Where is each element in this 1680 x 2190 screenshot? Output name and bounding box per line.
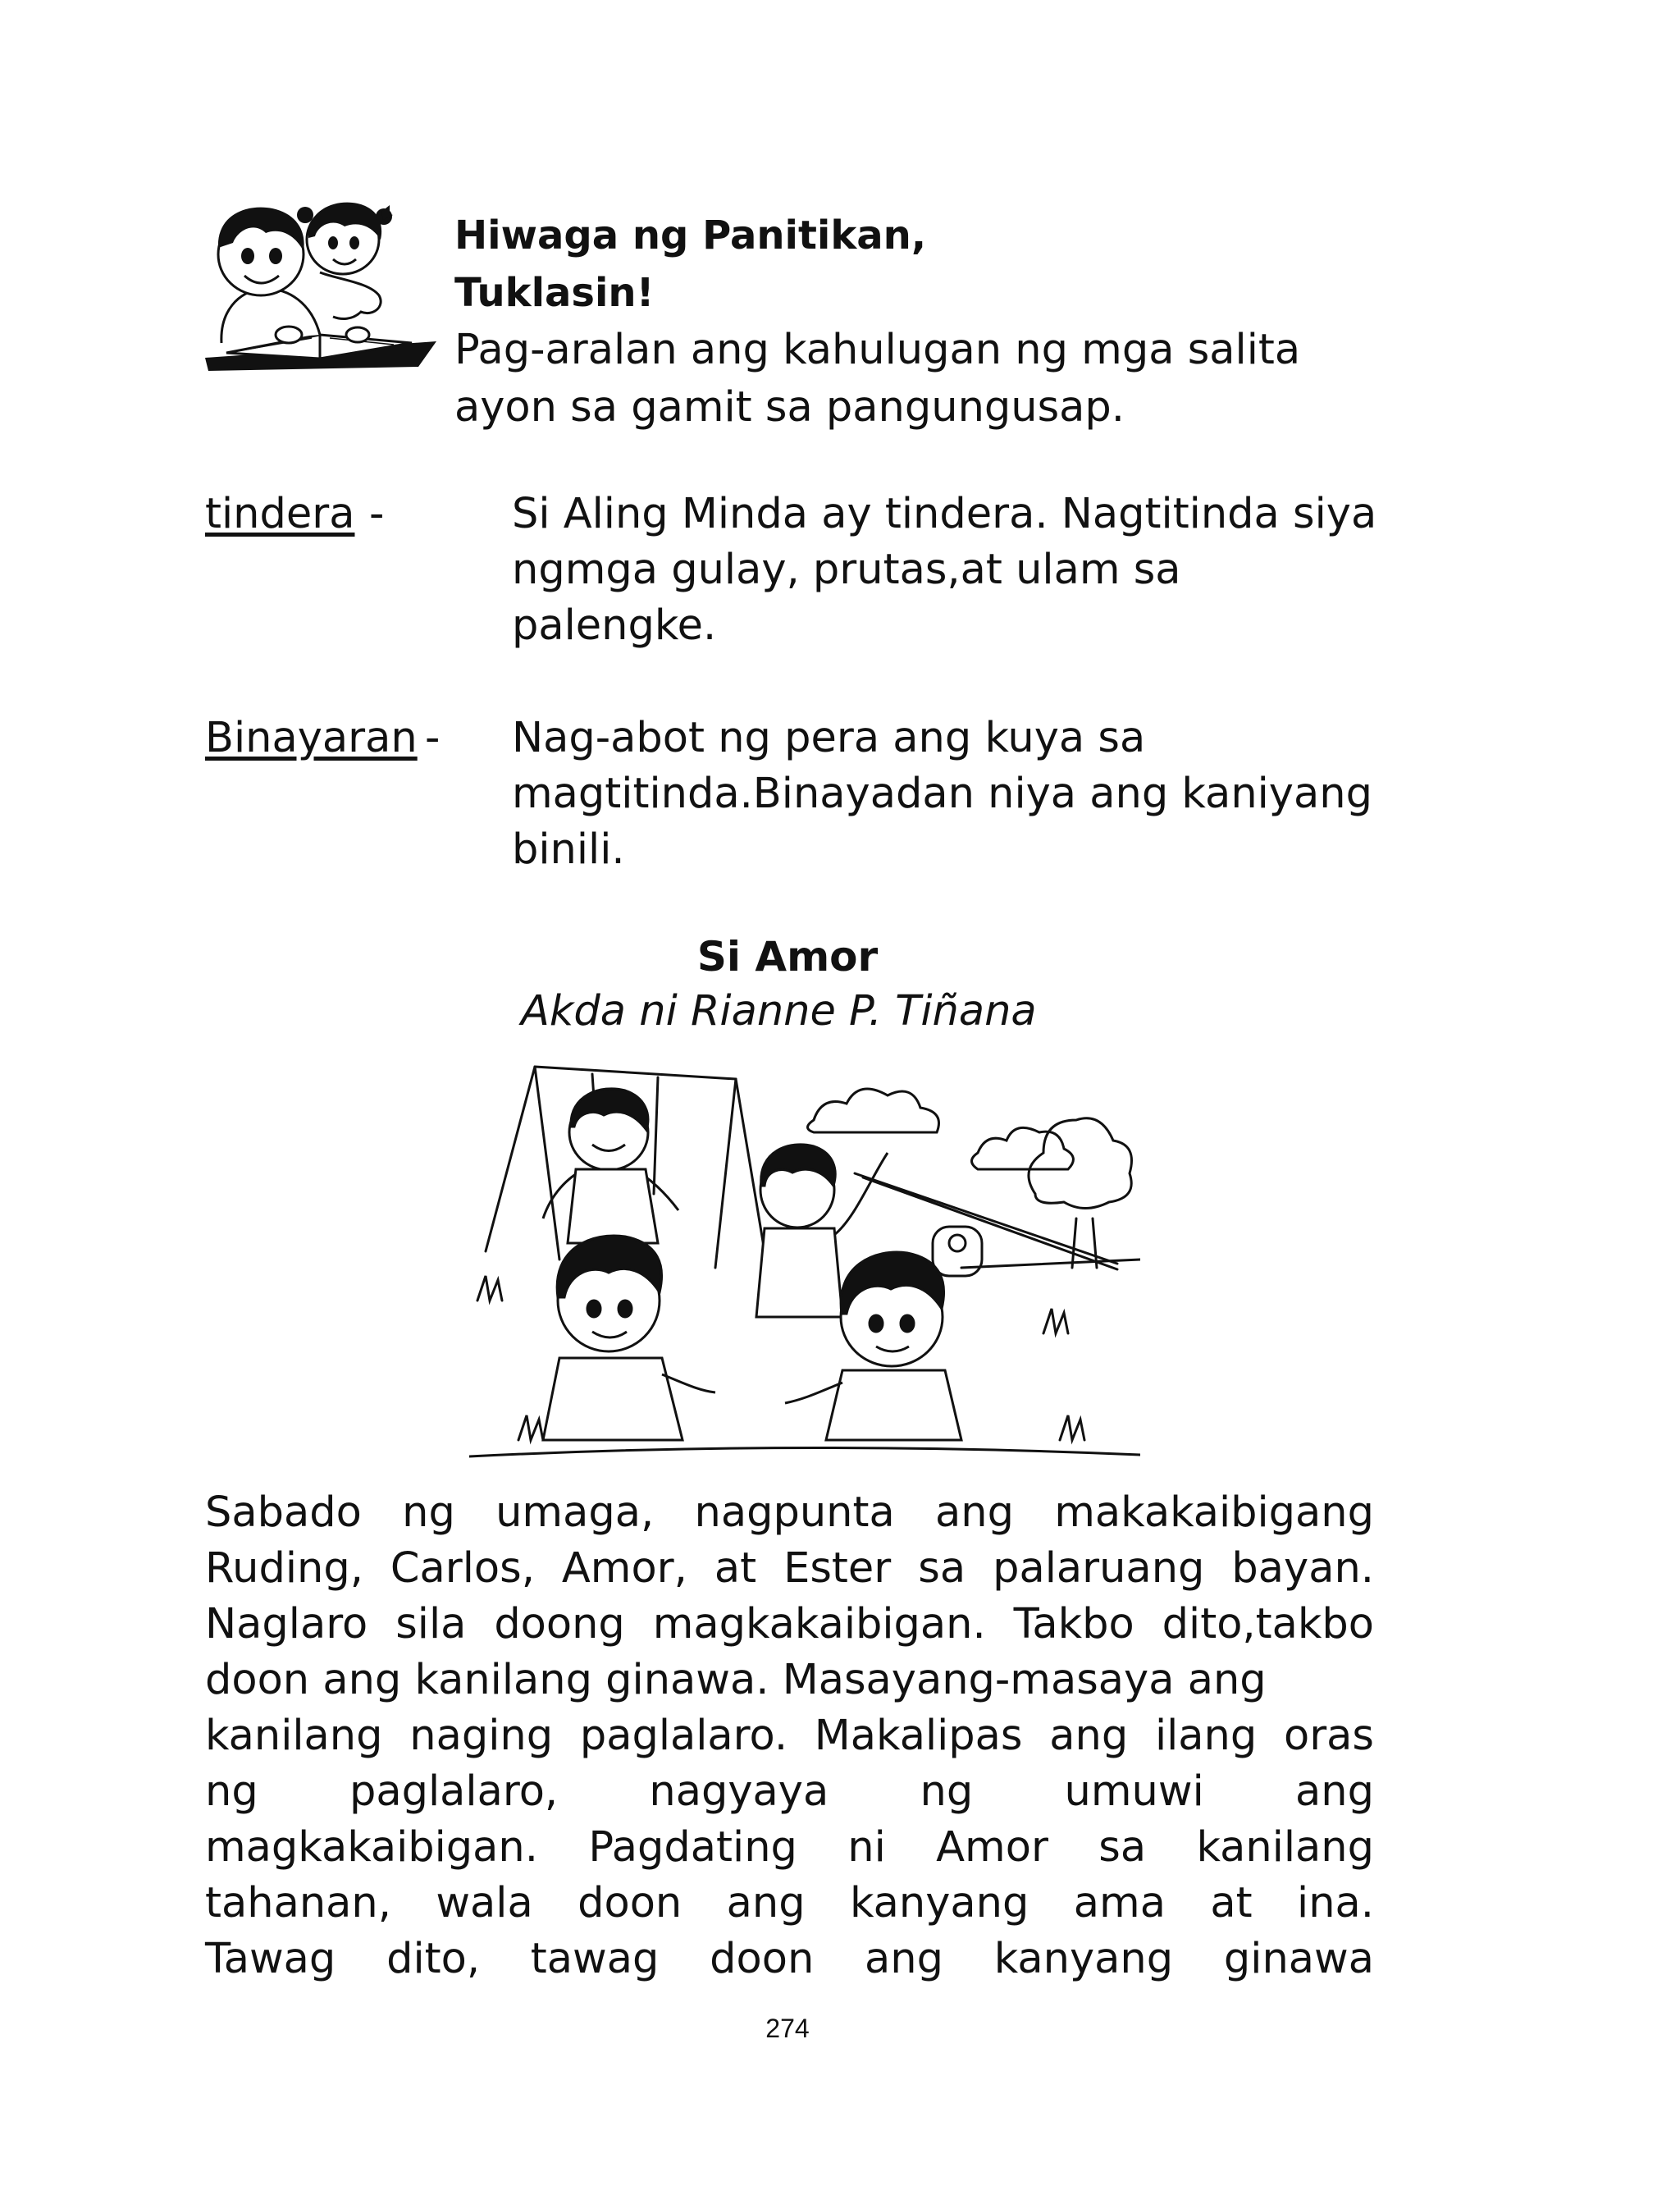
page-number: 274 bbox=[765, 2014, 810, 2043]
vocab-dash: - bbox=[425, 714, 441, 762]
story-line: Tawag dito, tawag doon ang kanyang ginawa bbox=[205, 1935, 1374, 1983]
playground-illustration bbox=[469, 1054, 1140, 1461]
vocab-dash: - bbox=[369, 490, 385, 538]
children-reading-illustration bbox=[197, 197, 443, 373]
story-author: Akda ni Rianne P. Tiñana bbox=[521, 987, 1037, 1036]
vocab-definition: Nag-abot ng pera ang kuya sa magtitinda.Binayadan niya ang kaniyang binili. bbox=[512, 714, 1372, 874]
story-line: kanilang naging paglalaro. Makalipas ang ilang oras bbox=[205, 1712, 1374, 1760]
story-line: Naglaro sila doong magkakaibigan. Takbo dito,takbo bbox=[205, 1600, 1374, 1648]
story-line: Sabado ng umaga, nagpunta ang makakaibigang bbox=[205, 1488, 1374, 1537]
story-paragraph bbox=[205, 1485, 1374, 1987]
instruction-line-1: Pag-aralan ang kahulugan ng mga salita bbox=[454, 326, 1301, 374]
story-line: tahanan, wala doon ang kanyang ama at ina. bbox=[205, 1879, 1374, 1927]
header-text bbox=[454, 207, 1439, 437]
vocab-entry-tindera bbox=[205, 487, 1395, 659]
section-title-line-2: Tuklasin! bbox=[454, 270, 655, 316]
instruction-line-2: ayon sa gamit sa pangungusap. bbox=[454, 383, 1125, 432]
vocab-term: Binayaran bbox=[205, 714, 418, 762]
story-line: ng paglalaro, nagyaya ng umuwi ang bbox=[205, 1767, 1374, 1816]
vocab-definition: Si Aling Minda ay tindera. Nagtitinda siya ngmga gulay, prutas,at ulam sa palengke. bbox=[512, 490, 1377, 650]
vocab-entry-binayaran bbox=[205, 711, 1395, 883]
vocab-term: tindera bbox=[205, 490, 355, 538]
story-line: Ruding, Carlos, Amor, at Ester sa palaruang bayan. bbox=[205, 1544, 1374, 1593]
section-title-line-1: Hiwaga ng Panitikan, bbox=[454, 213, 927, 258]
story-title: Si Amor bbox=[696, 933, 879, 981]
story-line: doon ang kanilang ginawa. Masayang-masaya ang bbox=[205, 1656, 1267, 1704]
story-line: magkakaibigan. Pagdating ni Amor sa kanilang bbox=[205, 1823, 1374, 1872]
